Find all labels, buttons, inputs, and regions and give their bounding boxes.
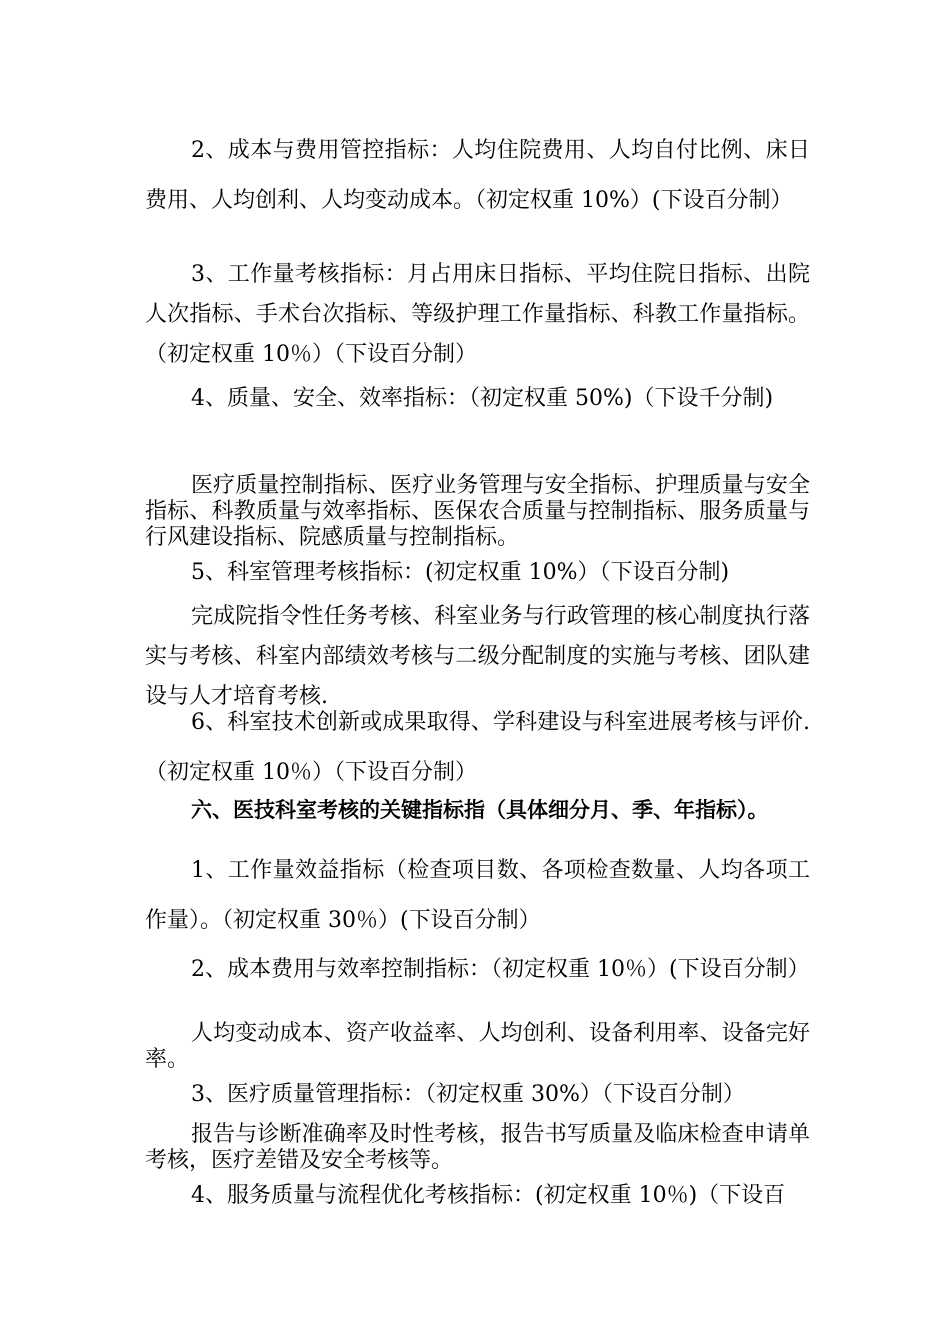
paragraph-management-details: 完成院指令性任务考核、科室业务与行政管理的核心制度执行落实与考核、科室内部绩效考核与二级分配制度的实施与考核、团队建设与人才培育考核.	[145, 604, 810, 709]
paragraph-cost-efficiency: 2、成本费用与效率控制指标：（初定权重 10％）(下设百分制）	[191, 957, 810, 982]
paragraph-dept-management: 5、科室管理考核指标：(初定权重 10%）（下设百分制)	[191, 560, 730, 585]
paragraph-service-quality: 4、服务质量与流程优化考核指标：(初定权重 10％)（下设百	[191, 1183, 786, 1208]
paragraph-innovation: 6、科室技术创新或成果取得、学科建设与科室进展考核与评价.（初定权重 10％）（下设百分制）	[145, 710, 810, 785]
paragraph-report-details: 报告与诊断准确率及时性考核，报告书写质量及临床检查申请单考核，医疗差错及安全考核等。	[145, 1122, 810, 1173]
paragraph-workload-benefit: 1、工作量效益指标（检查项目数、各项检查数量、人均各项工作量）。（初定权重 30％）(下设百分制）	[145, 858, 810, 933]
paragraph-workload: 3、工作量考核指标：月占用床日指标、平均住院日指标、出院人次指标、手术台次指标、等级护理工作量指标、科教工作量指标。（初定权重 10％）（下设百分制）	[145, 262, 810, 367]
paragraph-quality-safety: 4、质量、安全、效率指标：（初定权重 50%)（下设千分制)	[191, 386, 774, 411]
paragraph-cost-control: 2、成本与费用管控指标：人均住院费用、人均自付比例、床日费用、人均创利、人均变动成本。（初定权重 10%）(下设百分制）	[145, 138, 810, 213]
paragraph-quality-management: 3、医疗质量管理指标：（初定权重 30%）（下设百分制）	[191, 1082, 745, 1107]
section-heading-medtech: 六、医技科室考核的关键指标指（具体细分月、季、年指标）。	[191, 798, 769, 822]
paragraph-quality-details: 医疗质量控制指标、医疗业务管理与安全指标、护理质量与安全指标、科教质量与效率指标、医保农合质量与控制指标、服务质量与行风建设指标、院感质量与控制指标。	[145, 473, 810, 550]
paragraph-cost-details: 人均变动成本、资产收益率、人均创利、设备利用率、设备完好率。	[145, 1021, 810, 1072]
